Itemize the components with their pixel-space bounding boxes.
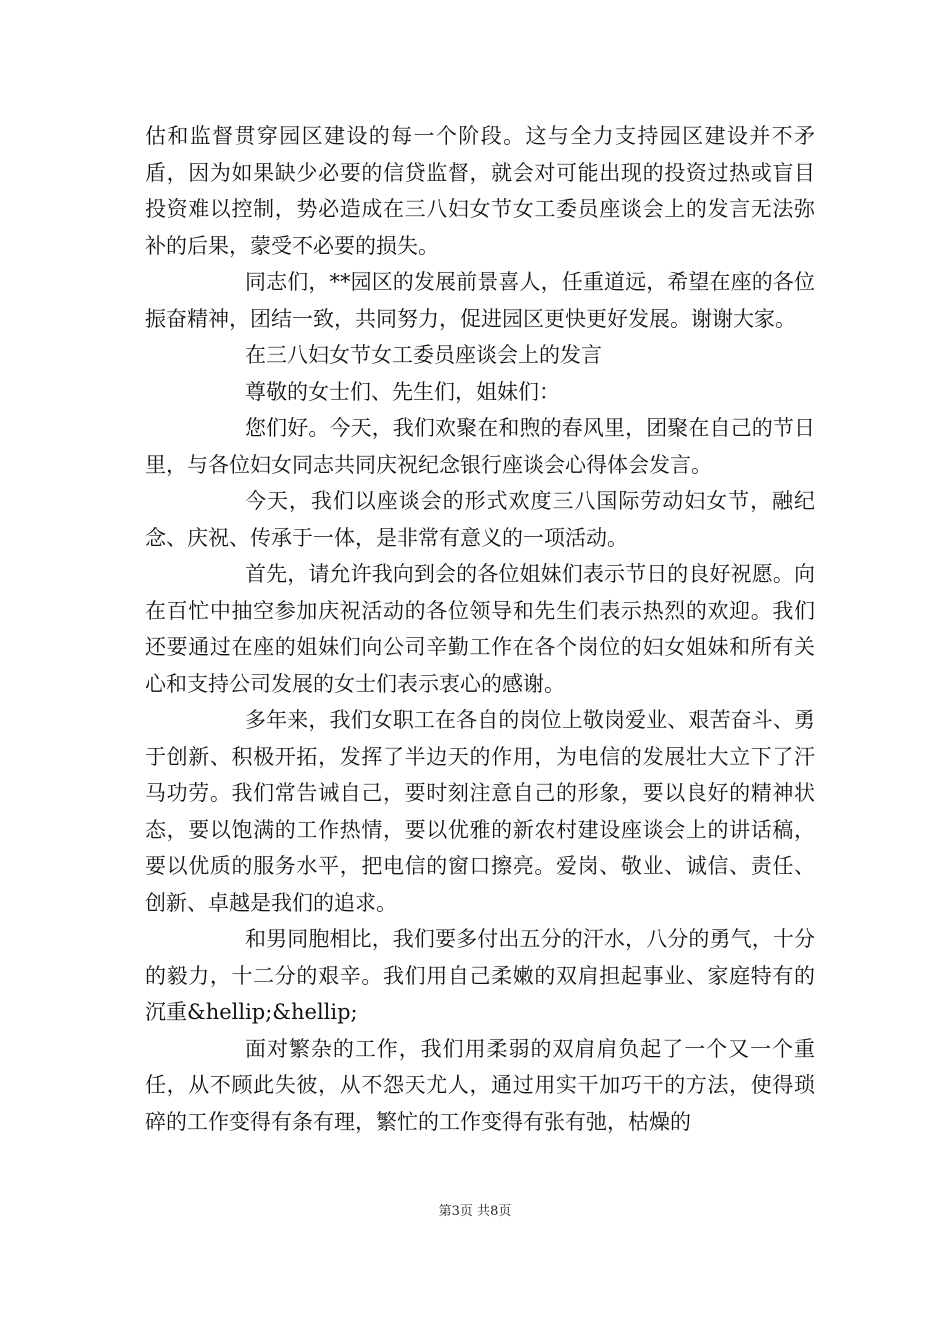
footer-suffix: 页 xyxy=(498,1204,512,1219)
paragraph-compare: 和男同胞相比，我们要多付出五分的汗水，八分的勇气，十分的毅力，十二分的艰辛。我们用自己柔嫩的双肩担起事业、家庭特有的沉重&hellip;&hellip; xyxy=(145,927,815,1024)
document-body xyxy=(145,118,815,1140)
footer-total-pages: 8 xyxy=(490,1204,499,1219)
paragraph-years: 多年来，我们女职工在各自的岗位上敬岗爱业、艰苦奋斗、勇于创新、积极开拓，发挥了半边天的作用，为电信的发展壮大立下了汗马功劳。我们常告诫自己，要时刻注意自己的形象，要以良好的精神状态，要以饱满的工作热情，要以优雅的新农村建设座谈会上的讲话稿，要以优质的服务水平，把电信的窗口擦亮。爱岗、敬业、诚信、责任、创新、卓越是我们的追求。 xyxy=(145,708,815,915)
footer-prefix: 第 xyxy=(438,1204,452,1219)
footer-middle: 页 共 xyxy=(459,1204,491,1219)
page-number-footer xyxy=(0,1204,950,1220)
paragraph-1: 估和监督贯穿园区建设的每一个阶段。这与全力支持园区建设并不矛盾，因为如果缺少必要的信贷监督，就会对可能出现的投资过热或盲目投资难以控制，势必造成在三八妇女节女工委员座谈会上的发言无法弥补的后果，蒙受不必要的损失。 xyxy=(145,124,815,258)
salutation: 尊敬的女士们、先生们，姐妹们： xyxy=(245,379,560,404)
paragraph-greeting: 您们好。今天，我们欢聚在和煦的春风里，团聚在自己的节日里，与各位妇女同志共同庆祝纪念银行座谈会心得体会发言。 xyxy=(145,416,815,477)
paragraph-today: 今天，我们以座谈会的形式欢度三八国际劳动妇女节，融纪念、庆祝、传承于一体，是非常有意义的一项活动。 xyxy=(145,489,815,550)
paragraph-work: 面对繁杂的工作，我们用柔弱的双肩肩负起了一个又一个重任，从不顾此失彼，从不怨天尤人，通过用实干加巧干的方法，使得琐碎的工作变得有条有理，繁忙的工作变得有张有弛，枯燥的 xyxy=(145,1036,815,1134)
speech-title: 在三八妇女节女工委员座谈会上的发言 xyxy=(245,343,602,367)
footer-current-page: 3 xyxy=(451,1204,460,1219)
paragraph-2: 同志们，**园区的发展前景喜人，任重道远，希望在座的各位振奋精神，团结一致，共同努力，促进园区更快更好发展。谢谢大家。 xyxy=(145,270,815,331)
paragraph-first: 首先，请允许我向到会的各位姐妹们表示节日的良好祝愿。向在百忙中抽空参加庆祝活动的各位领导和先生们表示热烈的欢迎。我们还要通过在座的姐妹们向公司辛勤工作在各个岗位的妇女姐妹和所有关心和支持公司发展的女士们表示衷心的感谢。 xyxy=(145,562,815,696)
